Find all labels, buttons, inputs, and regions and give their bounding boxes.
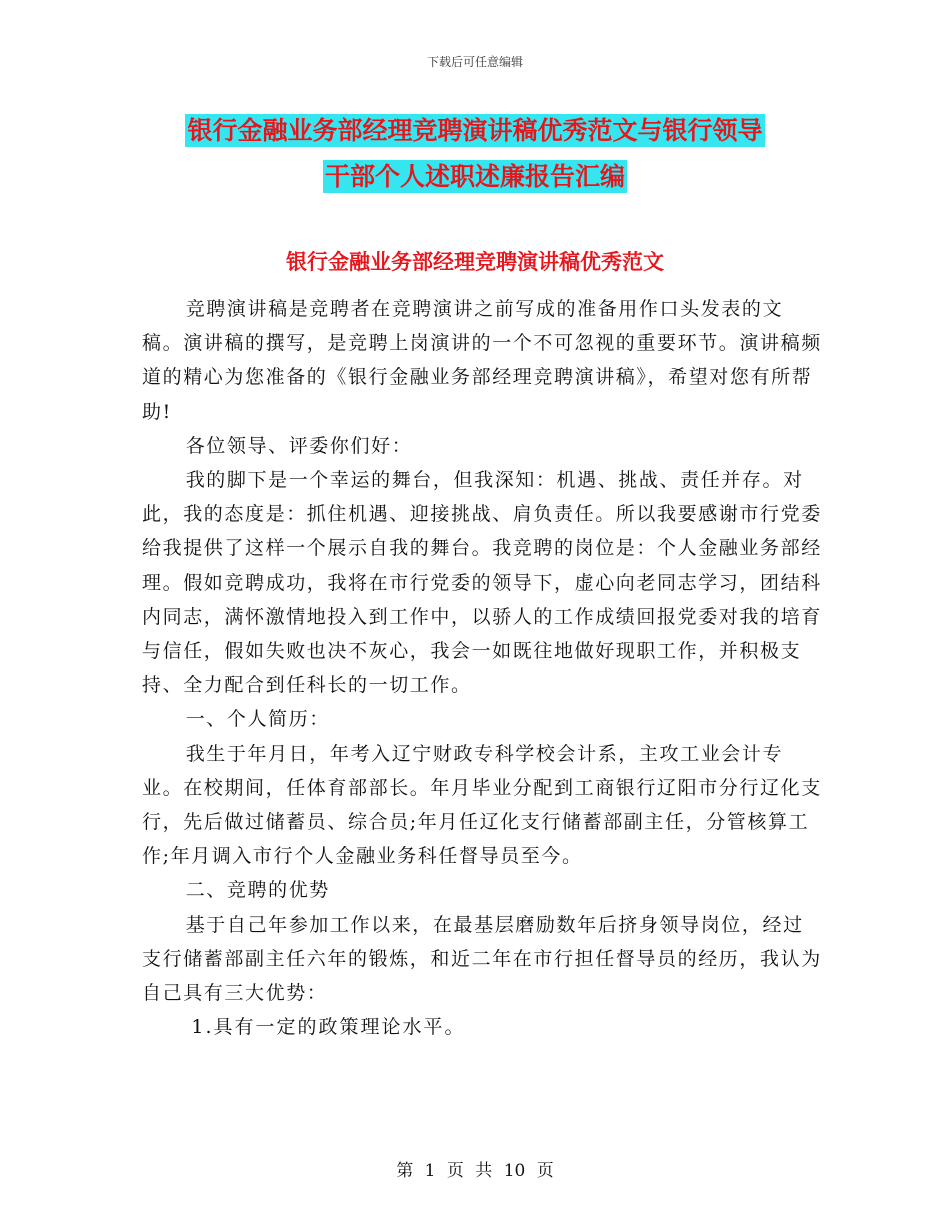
advantages-paragraph: 基于自己年参加工作以来，在最基层磨励数年后挤身领导岗位，经过支行储蓄部副主任六年的锻炼，和近二年在市行担任督导员的经历，我认为自己具有三大优势：: [142, 913, 822, 1005]
document-title: [0, 108, 950, 200]
resume-paragraph: 我生于年月日，年考入辽宁财政专科学校会计系，主攻工业会计专业。在校期间，任体育部部长。年月毕业分配到工商银行辽阳市分行辽化支行，先后做过储蓄员、综合员;年月任辽化支行储蓄部副主任，分管核算工作;年月调入市行个人金融业务科任督导员至今。: [142, 742, 822, 868]
document-body: [142, 292, 822, 1044]
advantage-item-1: 1.具有一定的政策理论水平。: [191, 1016, 466, 1039]
heading-advantages: 二、竞聘的优势: [185, 879, 330, 902]
greeting-paragraph: 各位领导、评委你们好：: [185, 434, 413, 457]
page-footer: 第 1 页 共 10 页: [396, 1161, 554, 1181]
intro-paragraph: 竞聘演讲稿是竞聘者在竞聘演讲之前写成的准备用作口头发表的文稿。演讲稿的撰写，是竞聘上岗演讲的一个不可忽视的重要环节。演讲稿频道的精心为您准备的《银行金融业务部经理竞聘演讲稿》，希望对您有所帮助!: [142, 298, 822, 423]
section-title: 银行金融业务部经理竞聘演讲稿优秀范文: [286, 250, 664, 274]
title-line-2: 干部个人述职述廉报告汇编: [324, 162, 625, 191]
heading-resume: 一、个人简历：: [185, 708, 330, 731]
page-header-note: 下载后可任意编辑: [426, 55, 523, 69]
opening-paragraph: 我的脚下是一个幸运的舞台，但我深知：机遇、挑战、责任并存。对此，我的态度是：抓住机遇、迎接挑战、肩负责任。所以我要感谢市行党委给我提供了这样一个展示自我的舞台。我竞聘的岗位是：个人金融业务部经理。假如竞聘成功，我将在市行党委的领导下，虚心向老同志学习，团结科内同志，满怀激情地投入到工作中，以骄人的工作成绩回报党委对我的培育与信任，假如失败也决不灰心，我会一如既往地做好现职工作，并积极支持、全力配合到任科长的一切工作。: [142, 469, 822, 697]
title-line-1: 银行金融业务部经理竞聘演讲稿优秀范文与银行领导: [187, 116, 763, 145]
